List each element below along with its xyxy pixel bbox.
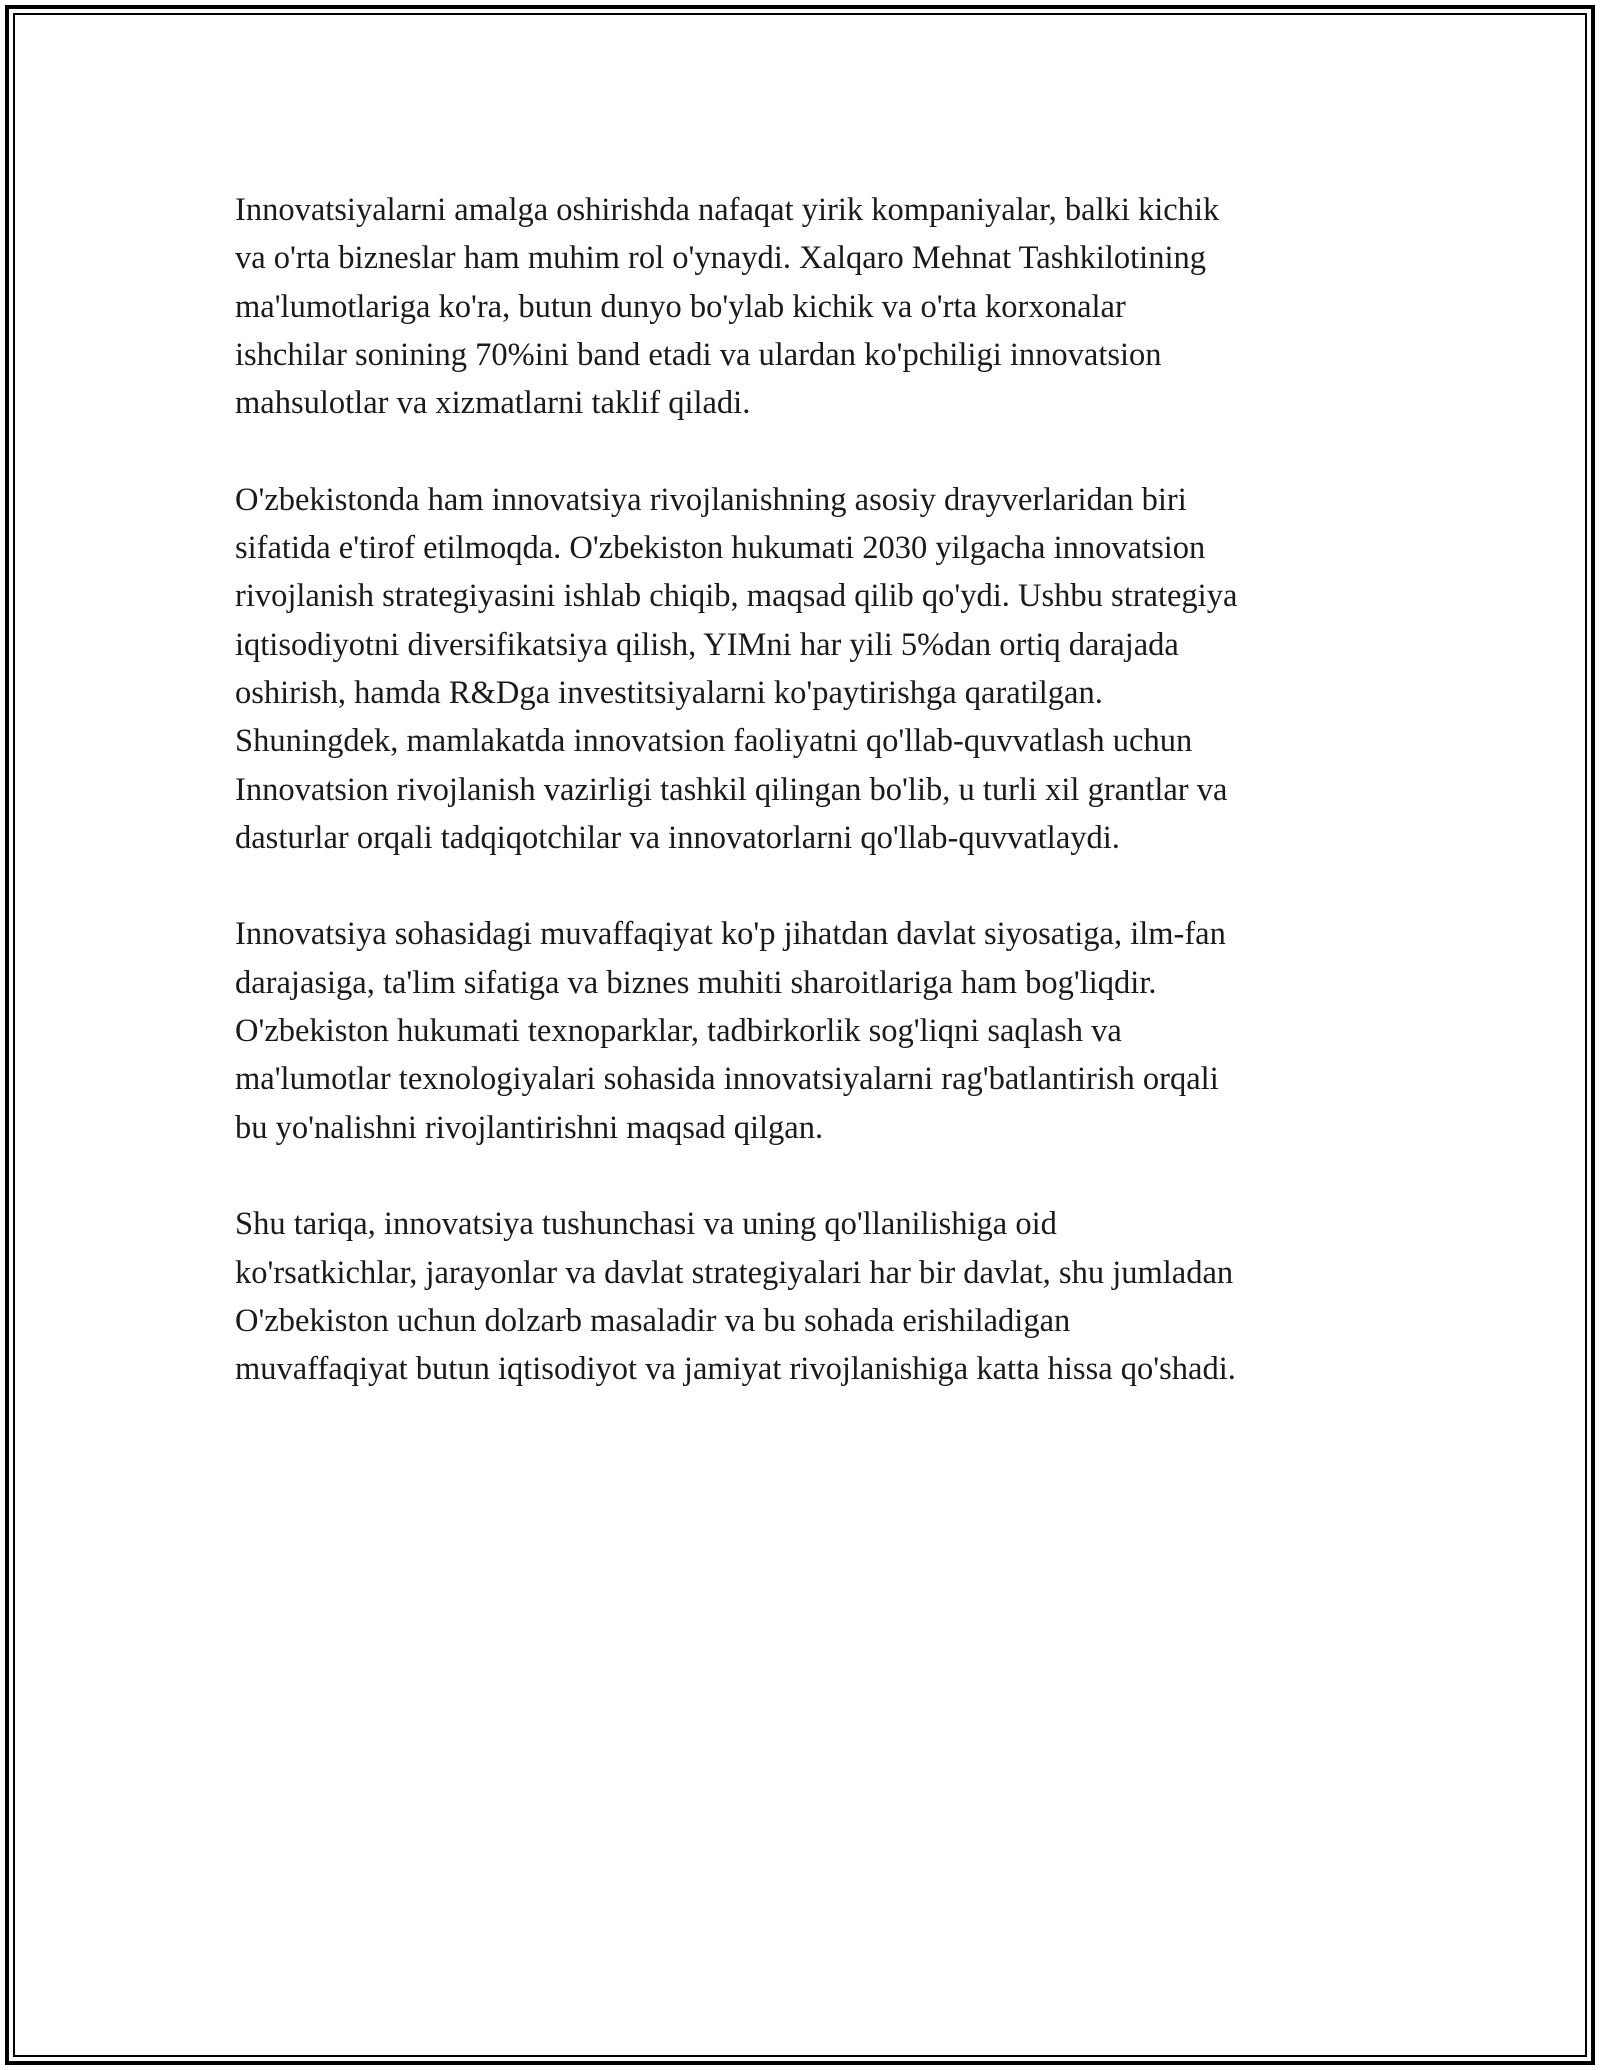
paragraph-2: O'zbekistonda ham innovatsiya rivojlanishning asosiy drayverlaridan biri sifatida e'tirof etilmoqda. O'zbekiston hukumati 2030 yilgacha innovatsion rivojlanish strategiyasini ishlab chiqib, maqsad qilib qo'ydi. Ushbu strategiya iqtisodiyotni diversifikatsiya qilish, YIMni har yili 5%dan ortiq darajada oshirish, hamda R&Dga investitsiyalarni ko'paytirishga qaratilgan. Shuningdek, mamlakatda innovatsion faoliyatni qo'llab-quvvatlash uchun Innovatsion rivojlanish vazirligi tashkil qilingan bo'lib, u turli xil grantlar va dasturlar orqali tadqiqotchilar va innovatorlarni qo'llab-quvvatlaydi. xyxy=(235,481,1238,856)
paragraph-4: Shu tariqa, innovatsiya tushunchasi va uning qo'llanilishiga oid ko'rsatkichlar, jarayonlar va davlat strategiyalari har bir davlat, shu jumladan O'zbekiston uchun dolzarb masaladir va bu sohada erishiladigan muvaffaqiyat butun iqtisodiyot va jamiyat rivojlanishiga katta hissa qo'shadi. xyxy=(235,1206,1236,1388)
document-body xyxy=(235,186,1395,1442)
paragraph-3: Innovatsiya sohasidagi muvaffaqiyat ko'p jihatdan davlat siyosatiga, ilm-fan darajasiga, ta'lim sifatiga va biznes muhiti sharoitlariga ham bog'liqdir. O'zbekiston hukumati texnoparklar, tadbirkorlik sog'liqni saqlash va ma'lumotlar texnologiyalari sohasida innovatsiyalarni rag'batlantirish orqali bu yo'nalishni rivojlantirishni maqsad qilgan. xyxy=(235,916,1226,1146)
paragraph-1: Innovatsiyalarni amalga oshirishda nafaqat yirik kompaniyalar, balki kichik va o'rta bizneslar ham muhim rol o'ynaydi. Xalqaro Mehnat Tashkilotining ma'lumotlariga ko'ra, butun dunyo bo'ylab kichik va o'rta korxonalar ishchilar sonining 70%ini band etadi va ulardan ko'pchiligi innovatsion mahsulotlar va xizmatlarni taklif qiladi. xyxy=(235,192,1220,422)
